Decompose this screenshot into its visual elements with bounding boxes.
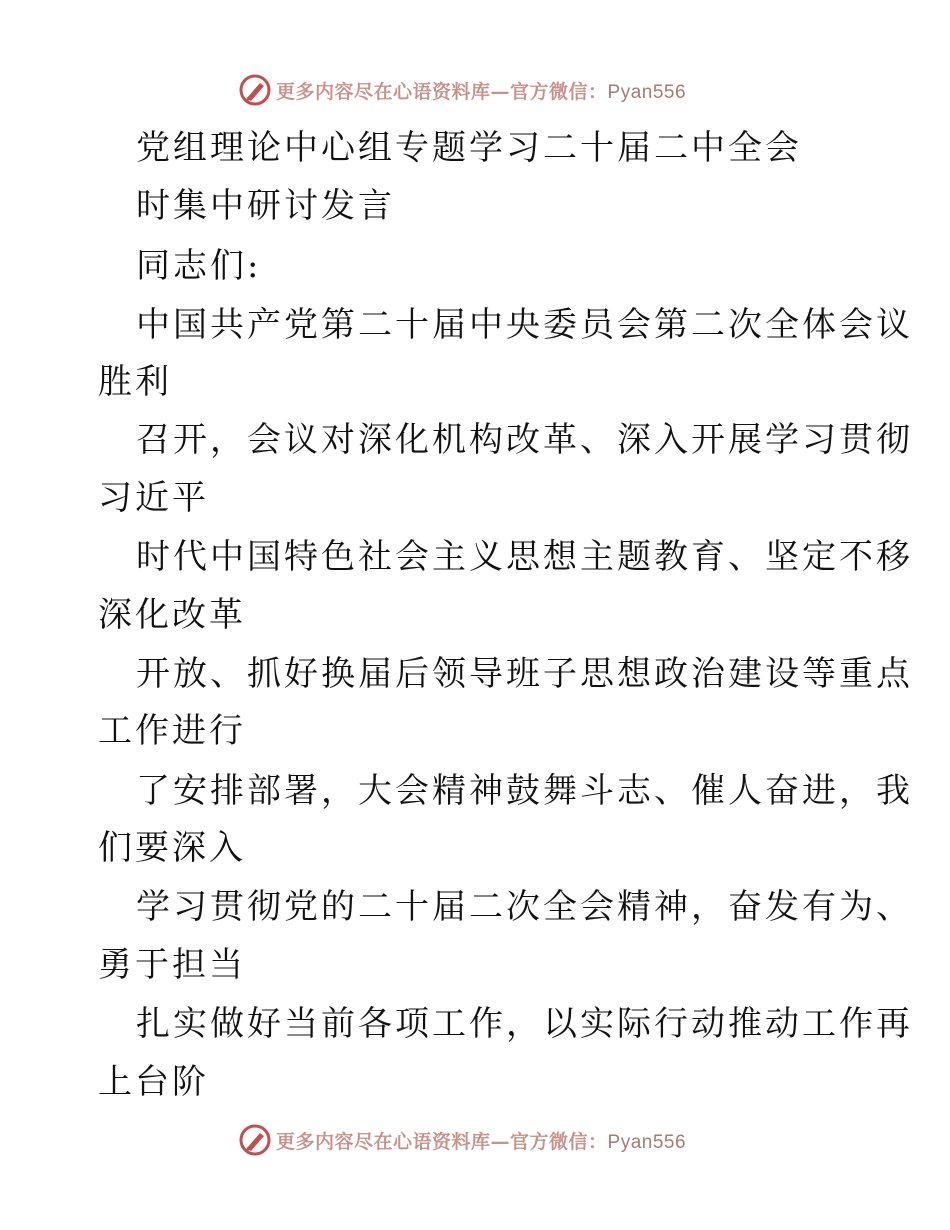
- doc-text-line: 中国共产党第二十届中央委员会第二次全体会议: [136, 305, 913, 345]
- doc-text-line: 时代中国特色社会主义思想主题教育、坚定不移: [136, 537, 913, 577]
- watermark-dash: —: [490, 80, 511, 103]
- watermark-footer: [238, 1120, 686, 1160]
- doc-text-line: 学习贯彻党的二十届二次全会精神，奋发有为、: [136, 887, 913, 927]
- doc-text-line: 扎实做好当前各项工作，以实际行动推动工作再: [136, 1004, 913, 1044]
- watermark-official: 官方微信：: [510, 80, 608, 103]
- doc-text-line: 们要深入: [98, 828, 246, 868]
- doc-text-line: 工作进行: [98, 711, 246, 751]
- watermark-official: 官方微信：: [510, 1130, 608, 1153]
- doc-title-line-1: 党组理论中心组专题学习二十届二中全会: [136, 128, 802, 168]
- watermark-text: 更多内容尽在心语资料库: [276, 80, 491, 103]
- watermark-header: [238, 70, 686, 110]
- doc-text-line: 召开，会议对深化机构改革、深入开展学习贯彻: [136, 420, 913, 460]
- pen-logo-icon: [238, 1123, 272, 1157]
- doc-text-line: 习近平: [98, 478, 209, 518]
- pen-logo-icon: [238, 73, 272, 107]
- doc-text-line: 开放、抓好换届后领导班子思想政治建设等重点: [136, 654, 913, 694]
- watermark-brand: Pyan556: [607, 1131, 687, 1153]
- watermark-brand: Pyan556: [607, 81, 687, 103]
- watermark-text: 更多内容尽在心语资料库: [276, 1130, 491, 1153]
- doc-text-line: 深化改革: [98, 595, 246, 635]
- watermark-dash: —: [490, 1130, 511, 1153]
- doc-text-line: 勇于担当: [98, 945, 246, 985]
- doc-text-line: 胜利: [98, 362, 172, 402]
- doc-salutation: 同志们:: [136, 246, 262, 286]
- doc-text-line: 上台阶: [98, 1062, 209, 1102]
- doc-text-line: 了安排部署，大会精神鼓舞斗志、催人奋进，我: [136, 771, 913, 811]
- doc-title-line-2: 时集中研讨发言: [136, 186, 395, 226]
